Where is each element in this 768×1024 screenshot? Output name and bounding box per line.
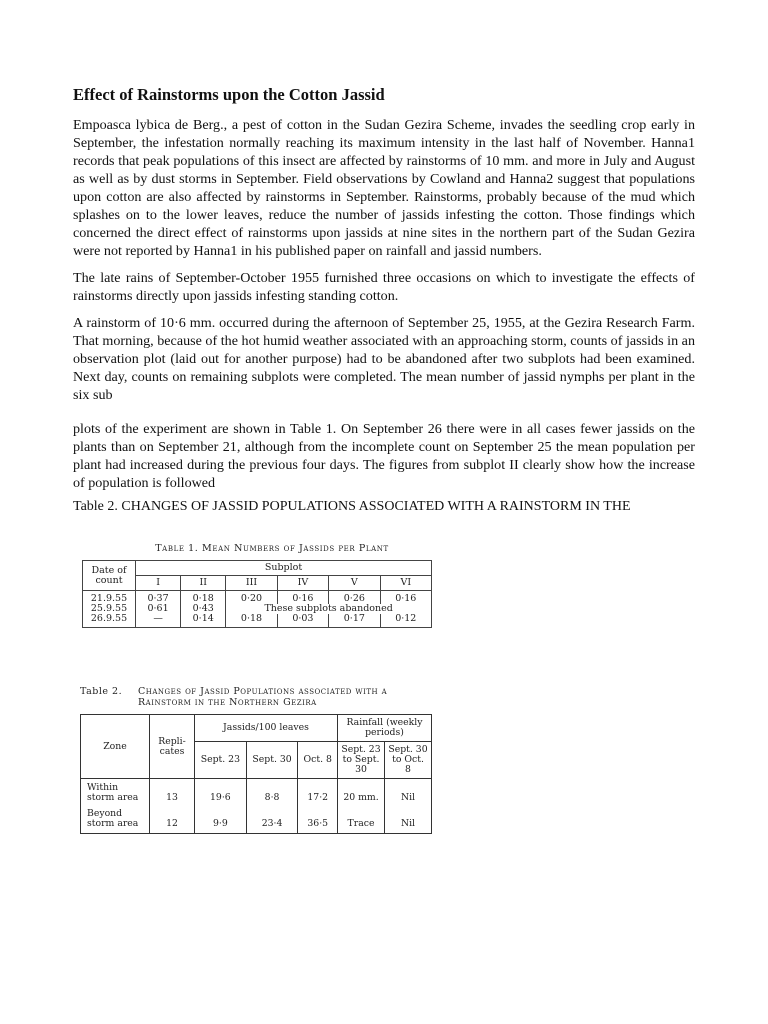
table-cell: Nil (385, 779, 432, 807)
table-cell: 0·18 (226, 614, 277, 628)
table-1-col-header: II (181, 576, 226, 591)
table-2-period-header: Sept. 30 to Oct. 8 (385, 742, 432, 779)
table-cell: 19·6 (195, 779, 247, 807)
table-1-title: Table 1. Mean Numbers of Jassids per Plant (155, 543, 389, 554)
table-2-date-header: Oct. 8 (298, 742, 338, 779)
table-cell: Nil (385, 806, 432, 834)
table-1-col-header: V (329, 576, 380, 591)
table-row (83, 614, 432, 628)
table-cell: 0·03 (277, 614, 328, 628)
table-1 (82, 560, 432, 628)
table-2-title (80, 686, 432, 708)
table-2-date-header: Sept. 30 (246, 742, 298, 779)
table-cell: 0·17 (329, 614, 380, 628)
table-2-date-header: Sept. 23 (195, 742, 247, 779)
table-cell: Trace (338, 806, 385, 834)
table-cell: 17·2 (298, 779, 338, 807)
table-cell-zone: Beyond storm area (81, 806, 150, 834)
table-2-replicates-header: Repli-cates (150, 715, 195, 779)
paragraph-4: plots of the experiment are shown in Table 1. On September 26 there were in all cases fewer jassids on the plants than on September 21, although from the incomplete count on September 25 the mean population per plant had increased during the previous four days. The figures from subplot II clearly show how the increase of population is followed (73, 421, 695, 491)
table-cell: — (136, 614, 181, 628)
article-title: Effect of Rainstorms upon the Cotton Jassid (73, 85, 385, 104)
table-row (83, 591, 432, 605)
table-cell-zone: Within storm area (81, 779, 150, 807)
table-cell: 23·4 (246, 806, 298, 834)
table-2-zone-header: Zone (81, 715, 150, 779)
article (73, 84, 695, 516)
table-cell: 0·12 (380, 614, 431, 628)
table-cell: 0·14 (181, 614, 226, 628)
table-2-jassids-header: Jassids/100 leaves (195, 715, 338, 742)
table-cell: 12 (150, 806, 195, 834)
table-1-col-header: VI (380, 576, 431, 591)
table-1-corner-header: Date of count (83, 561, 136, 591)
table-cell: 0·16 (277, 591, 328, 605)
table-1-group-header: Subplot (136, 561, 432, 576)
table-cell: 20 mm. (338, 779, 385, 807)
table-cell: 0·37 (136, 591, 181, 605)
table-2-figure (80, 686, 432, 834)
table-cell: 13 (150, 779, 195, 807)
table-cell: 0·43 (181, 604, 226, 614)
table-2-title-line-1: Changes of Jassid Populations associated with a (138, 686, 388, 697)
table-2-rainfall-header: Rainfall (weekly periods) (338, 715, 432, 742)
table-cell: 36·5 (298, 806, 338, 834)
paragraph-1: Empoasca lybica de Berg., a pest of cotton in the Sudan Gezira Scheme, invades the seedling crop early in September, the infestation normally reaching its maximum intensity in the last half of November. Hanna1 records that peak populations of this insect are affected by rainstorms of 10 mm. and more in July and August as well as by dust storms in September. Field observations by Cowland and Hanna2 suggest that populations upon cotton are also affected by rainstorms in September. Rainstorms, probably because of the mud which splashes on to the lower leaves, reduce the number of jassids infesting the cotton. Those findings which concerned the direct effect of rainstorms upon jassids at nine sites in the northern part of the Sudan Gezira were not reported by Hanna1 in his published paper on rainfall and jassid numbers. (73, 117, 695, 259)
table-cell: 8·8 (246, 779, 298, 807)
table-cell: 9·9 (195, 806, 247, 834)
table-cell-date: 25.9.55 (83, 604, 136, 614)
table-1-col-header: IV (277, 576, 328, 591)
table-2 (80, 714, 432, 834)
table-cell: 0·61 (136, 604, 181, 614)
table-row (81, 779, 432, 807)
table-cell: 0·18 (181, 591, 226, 605)
table-cell-date: 21.9.55 (83, 591, 136, 605)
table-cell: 0·26 (329, 591, 380, 605)
paragraph-2: The late rains of September-October 1955 furnished three occasions on which to investigate the effects of rainstorms directly upon jassids infesting standing cotton. (73, 270, 695, 304)
table-2-period-header: Sept. 23 to Sept. 30 (338, 742, 385, 779)
table-1-col-header: III (226, 576, 277, 591)
table-cell-date: 26.9.55 (83, 614, 136, 628)
paragraph-3: A rainstorm of 10·6 mm. occurred during the afternoon of September 25, 1955, at the Gezira Research Farm. That morning, because of the hot humid weather associated with an approaching storm, counts of jassids in an observation plot (laid out for another purpose) had to be abandoned after two subplots had been examined. Next day, counts on remaining subplots were completed. The mean number of jassid nymphs per plant in the six sub (73, 315, 695, 403)
abandoned-note: These subplots abandoned (226, 604, 432, 614)
table-2-label: Table 2. (80, 686, 123, 697)
table-2-caption-text: Table 2. CHANGES OF JASSID POPULATIONS ASSOCIATED WITH A RAINSTORM IN THE (73, 499, 631, 514)
table-row (81, 806, 432, 834)
table-1-col-header: I (136, 576, 181, 591)
table-1-figure (82, 543, 432, 628)
table-cell: 0·20 (226, 591, 277, 605)
table-2-title-line-2: Rainstorm in the Northern Gezira (138, 697, 317, 708)
table-cell: 0·16 (380, 591, 431, 605)
